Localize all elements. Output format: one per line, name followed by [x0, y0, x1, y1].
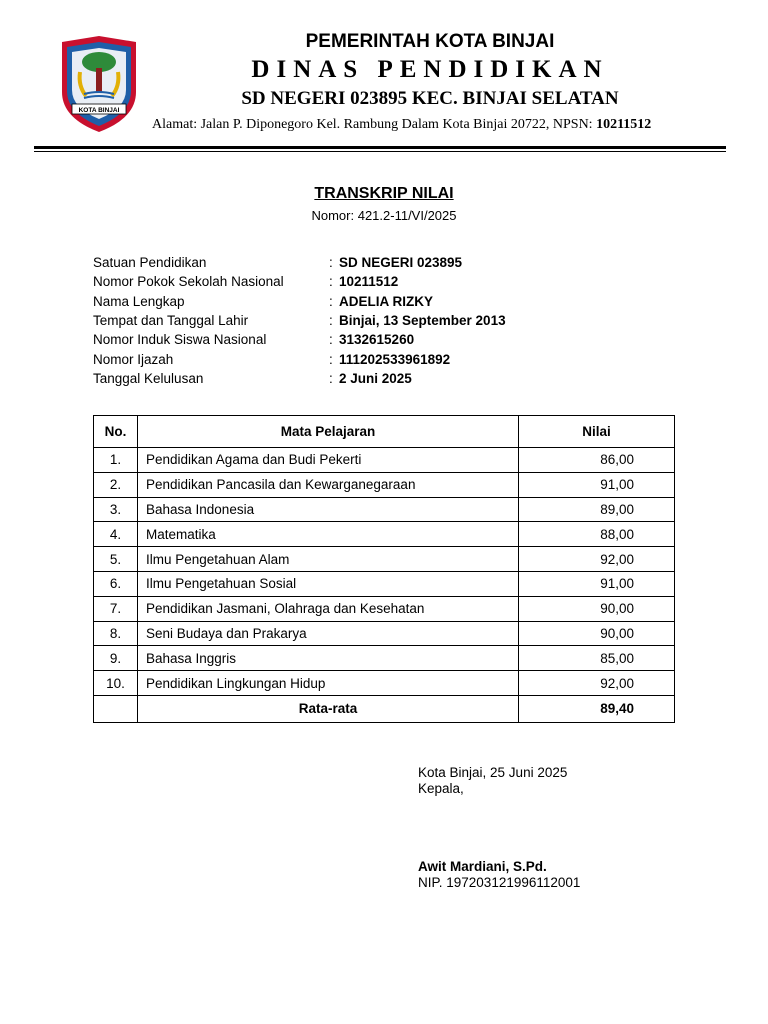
row-no: 10.: [94, 671, 138, 696]
row-grade: 91,00: [519, 571, 675, 596]
student-info-row: [93, 292, 506, 311]
row-grade: 90,00: [519, 621, 675, 646]
table-row: [94, 472, 675, 497]
row-no: 9.: [94, 646, 138, 671]
info-value: ADELIA RIZKY: [339, 293, 433, 309]
info-label: Satuan Pendidikan: [93, 255, 207, 271]
table-row: [94, 497, 675, 522]
row-no: 1.: [94, 448, 138, 473]
emblem-label: KOTA BINJAI: [78, 107, 120, 114]
info-colon: :: [329, 370, 333, 386]
letterhead-agency: DINAS PENDIDIKAN: [251, 56, 609, 83]
info-colon: :: [329, 274, 333, 290]
info-colon: :: [329, 293, 333, 309]
header-grade: Nilai: [519, 416, 675, 448]
table-row: [94, 522, 675, 547]
signatory-nip: NIP. 197203121996112001: [418, 875, 581, 890]
student-info-row: [93, 369, 506, 388]
student-info-row: [93, 349, 506, 368]
info-label: Tempat dan Tanggal Lahir: [93, 313, 249, 329]
row-no: 2.: [94, 472, 138, 497]
letterhead-divider-thick: [34, 146, 726, 149]
signature-block: [418, 765, 580, 891]
row-no: 5.: [94, 547, 138, 572]
row-no: 3.: [94, 497, 138, 522]
row-grade: 89,00: [519, 497, 675, 522]
row-grade: 92,00: [519, 671, 675, 696]
header-subject: Mata Pelajaran: [138, 416, 519, 448]
letterhead-school: SD NEGERI 023895 KEC. BINJAI SELATAN: [241, 88, 619, 109]
document-number: Nomor: 421.2-11/VI/2025: [311, 208, 457, 223]
info-label: Nama Lengkap: [93, 293, 185, 309]
average-empty-cell: [94, 695, 138, 722]
table-row: [94, 596, 675, 621]
table-row: [94, 547, 675, 572]
address-text: Alamat: Jalan P. Diponegoro Kel. Rambung Dalam Kota Binjai 20722, NPSN:: [152, 117, 597, 132]
grades-table: [93, 415, 675, 723]
info-label: Nomor Induk Siswa Nasional: [93, 332, 267, 348]
student-info-row: [93, 253, 506, 272]
row-subject: Ilmu Pengetahuan Sosial: [138, 571, 519, 596]
average-row: [94, 695, 675, 722]
student-info-row: [93, 272, 506, 291]
info-value: 10211512: [339, 274, 399, 290]
info-value: 111202533961892: [339, 351, 451, 367]
kota-binjai-emblem: [56, 34, 142, 134]
info-label: Nomor Pokok Sekolah Nasional: [93, 274, 284, 290]
row-grade: 85,00: [519, 646, 675, 671]
info-value: Binjai, 13 September 2013: [339, 313, 506, 329]
info-value: 3132615260: [339, 332, 415, 348]
row-grade: 86,00: [519, 448, 675, 473]
row-grade: 92,00: [519, 547, 675, 572]
letterhead-divider-thin: [34, 151, 726, 152]
row-subject: Bahasa Indonesia: [138, 497, 519, 522]
info-colon: :: [329, 351, 333, 367]
info-colon: :: [329, 255, 333, 271]
table-row: [94, 571, 675, 596]
table-row: [94, 448, 675, 473]
info-label: Tanggal Kelulusan: [93, 370, 204, 386]
table-row: [94, 621, 675, 646]
row-no: 4.: [94, 522, 138, 547]
row-subject: Bahasa Inggris: [138, 646, 519, 671]
average-label: Rata-rata: [138, 695, 519, 722]
row-no: 7.: [94, 596, 138, 621]
info-colon: :: [329, 332, 333, 348]
info-value: 2 Juni 2025: [339, 370, 412, 386]
header-no: No.: [94, 416, 138, 448]
info-label: Nomor Ijazah: [93, 351, 174, 367]
row-no: 6.: [94, 571, 138, 596]
row-subject: Matematika: [138, 522, 519, 547]
row-subject: Seni Budaya dan Prakarya: [138, 621, 519, 646]
row-grade: 91,00: [519, 472, 675, 497]
letterhead-government: PEMERINTAH KOTA BINJAI: [305, 31, 555, 52]
row-subject: Pendidikan Pancasila dan Kewarganegaraan: [138, 472, 519, 497]
row-subject: Pendidikan Jasmani, Olahraga dan Kesehatan: [138, 596, 519, 621]
average-value: 89,40: [519, 695, 675, 722]
signatory-name: Awit Mardiani, S.Pd.: [418, 859, 547, 874]
row-subject: Pendidikan Agama dan Budi Pekerti: [138, 448, 519, 473]
table-row: [94, 646, 675, 671]
address-npsn: 10211512: [596, 117, 652, 132]
grades-table-header: [94, 416, 675, 448]
row-no: 8.: [94, 621, 138, 646]
row-grade: 90,00: [519, 596, 675, 621]
signature-position: Kepala,: [418, 781, 464, 796]
document-title-text: TRANSKRIP NILAI: [314, 185, 454, 202]
table-row: [94, 671, 675, 696]
student-info: [93, 253, 506, 388]
letterhead-address: [152, 117, 651, 133]
row-subject: Pendidikan Lingkungan Hidup: [138, 671, 519, 696]
letterhead: [150, 30, 710, 112]
info-value: SD NEGERI 023895: [339, 255, 463, 271]
row-subject: Ilmu Pengetahuan Alam: [138, 547, 519, 572]
student-info-row: [93, 330, 506, 349]
student-info-row: [93, 311, 506, 330]
info-colon: :: [329, 313, 333, 329]
row-grade: 88,00: [519, 522, 675, 547]
document-title: [0, 185, 768, 203]
signature-place-date: Kota Binjai, 25 Juni 2025: [418, 765, 568, 780]
